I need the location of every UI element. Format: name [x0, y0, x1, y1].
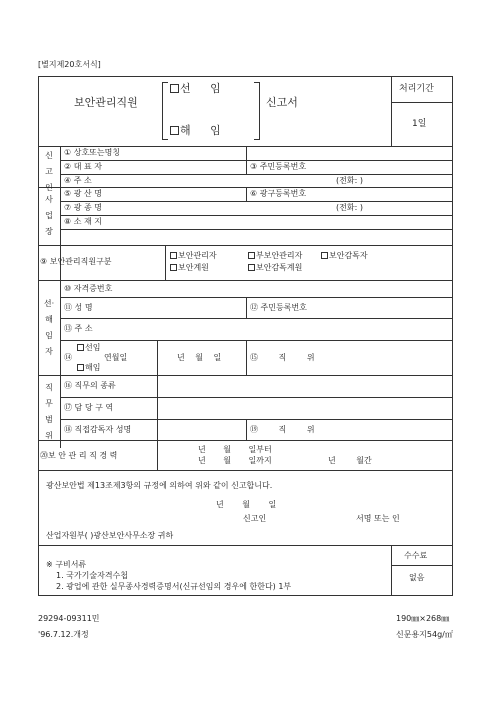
checkbox-dismiss[interactable] — [170, 126, 179, 135]
option-deputy-manager[interactable]: 부보안관리자 — [248, 251, 302, 261]
option-appoint[interactable]: 선 임 — [170, 82, 229, 95]
fee-value: 없음 — [409, 573, 425, 582]
statement-signature: 서명 또는 인 — [356, 514, 400, 523]
site-phone: (전화: ) — [336, 203, 363, 212]
field-business-name: ① 상호또는명칭 — [64, 148, 121, 157]
required-docs-title: ※ 구비서류 — [46, 560, 87, 569]
form-suffix: 신고서 — [266, 96, 298, 109]
field-appointee-address: ⑬ 주 소 — [64, 324, 93, 333]
paper-type: 신문용지54g/㎡ — [396, 630, 453, 639]
field-14-marker: ⑭ — [64, 353, 72, 362]
form-code: [별지제20호서식] — [38, 60, 101, 69]
field-date-label: 연월일 — [104, 353, 128, 362]
paper-size: 190㎜×268㎜ — [396, 614, 450, 623]
field-supervisor-position: ⑲ 직 위 — [250, 425, 315, 434]
checkbox-deputy-manager[interactable] — [248, 252, 255, 259]
checkbox-dismissed[interactable] — [77, 364, 84, 371]
field-license-number: ⑩ 자격증번호 — [64, 284, 113, 293]
reporter-phone: (전화: ) — [336, 176, 363, 185]
form-title: 보안관리직원 — [74, 96, 138, 109]
field-mine-name: ⑤ 광 산 명 — [64, 189, 102, 198]
field-location: ⑧ 소 재 지 — [64, 217, 102, 226]
field-resident-number: ③ 주민등록번호 — [250, 162, 307, 171]
checkbox-appoint[interactable] — [170, 84, 179, 93]
field-mining-registration: ⑥ 광구등록번호 — [250, 189, 307, 198]
site-group-label: 사업장 — [45, 195, 53, 236]
checkbox-security-manager[interactable] — [170, 252, 177, 259]
form-number: 29294-09311민 — [38, 614, 100, 623]
checkbox-appointed[interactable] — [77, 344, 84, 351]
statement-recipient: 산업자원부( )광산보안사무소장 귀하 — [46, 531, 174, 540]
career-from: 년 월 일부터 — [198, 445, 272, 454]
field-appointee-name: ⑪ 성 명 — [64, 303, 93, 312]
option-security-manager[interactable]: 보안관리자 — [170, 251, 217, 261]
option-security-staff[interactable]: 보안계원 — [170, 263, 209, 273]
field-direct-supervisor: ⑱ 직접감독자 성명 — [64, 425, 132, 434]
field-duty-type: ⑯ 직무의 종류 — [64, 381, 116, 390]
right-bracket — [254, 82, 260, 140]
left-bracket — [162, 82, 168, 140]
statement-text: 광산보안법 제13조제3항의 규정에 의하여 위와 같이 신고합니다. — [46, 481, 273, 490]
checkbox-security-supervisor[interactable] — [321, 252, 328, 259]
option-supervising-staff[interactable]: 보안감독계원 — [248, 263, 302, 273]
option-appointed[interactable]: 선임 — [77, 343, 100, 353]
field-career: ⑳보 안 관 리 직 경 력 — [40, 451, 118, 460]
field-staff-category: ⑨ 보안관리직원구분 — [40, 257, 112, 266]
field-responsible-area: ⑰ 담 당 구 역 — [64, 403, 114, 412]
processing-period-value: 1일 — [412, 119, 427, 129]
field-appointee-position: ⑮ 직 위 — [250, 353, 315, 362]
field-mineral-type: ⑦ 광 종 명 — [64, 203, 102, 212]
option-dismiss[interactable]: 해 임 — [170, 124, 229, 137]
option-dismissed[interactable]: 해임 — [77, 363, 100, 373]
processing-period-label: 처리기간 — [399, 84, 434, 94]
appointee-group-label: 선·해임자 — [43, 299, 55, 356]
field-date-value: 년 월 일 — [177, 353, 222, 362]
field-appointee-resident-number: ⑫ 주민등록번호 — [250, 303, 307, 312]
revision-date: '96.7.12.개정 — [38, 630, 89, 639]
statement-reporter: 신고인 — [243, 514, 267, 523]
fee-label: 수수료 — [404, 551, 428, 560]
required-doc-1: 1. 국가기술자격수첩 — [56, 571, 128, 580]
duty-group-label: 직무범위 — [45, 383, 53, 440]
required-doc-2: 2. 광업에 관한 실무종사경력증명서(신규선임의 경우에 한한다) 1부 — [56, 582, 292, 591]
option-security-supervisor[interactable]: 보안감독자 — [321, 251, 368, 261]
field-representative: ② 대 표 자 — [64, 162, 102, 171]
checkbox-supervising-staff[interactable] — [248, 264, 255, 271]
field-address: ④ 주 소 — [64, 176, 92, 185]
reporter-group-label: 신고인 — [45, 151, 53, 192]
career-total: 년 월간 — [328, 456, 372, 465]
checkbox-security-staff[interactable] — [170, 264, 177, 271]
statement-date: 년 월 일 — [216, 500, 277, 509]
career-to: 년 월 일까지 — [198, 456, 272, 465]
